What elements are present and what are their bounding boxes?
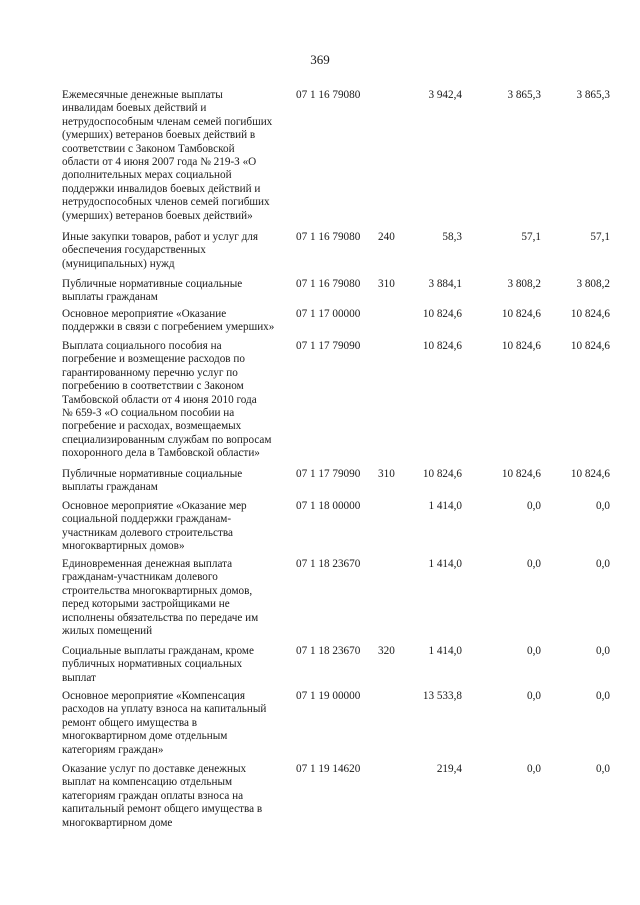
row-value-2: 57,1	[521, 231, 541, 243]
row-code: 07 1 17 00000	[296, 308, 361, 320]
row-value-1: 13 533,8	[422, 690, 462, 702]
row-code: 07 1 18 23670	[296, 558, 361, 570]
row-value-2: 10 824,6	[501, 308, 541, 320]
row-vr: 310	[378, 468, 395, 480]
row-value-3: 3 865,3	[576, 89, 610, 101]
row-name: Ежемесячные денежные выплаты инвалидам боевых действий и нетрудоспособным членам семей погибших (умерших) ветеранов боевых действий в соответствии с Законом Тамбовской области от 4 июня 2007 года № 219-З «О дополнительных мерах социальной поддержки инвалидов боевых действий и нетрудоспособных членов семей погибших (умерших) ветеранов боевых действий»	[62, 89, 273, 222]
row-vr: 320	[378, 645, 395, 657]
row-value-2: 10 824,6	[501, 468, 541, 480]
row-code: 07 1 19 00000	[296, 690, 361, 702]
row-vr: 310	[378, 278, 395, 290]
row-value-3: 10 824,6	[570, 468, 610, 480]
row-code: 07 1 18 00000	[296, 500, 361, 512]
row-name: Единовременная денежная выплата гражданам-участникам долевого строительства многоквартирных домов, перед которыми застройщиками не исполнены обязательства по передаче им жилых помещений	[62, 558, 259, 638]
row-name: Основное мероприятие «Оказание мер социальной поддержки гражданам- участникам долевого строительства многоквартирных домов»	[62, 500, 247, 553]
row-value-3: 3 808,2	[576, 278, 610, 290]
row-value-1: 10 824,6	[422, 340, 462, 352]
row-value-3: 57,1	[590, 231, 610, 243]
row-value-2: 0,0	[527, 500, 541, 512]
row-value-3: 0,0	[596, 763, 610, 775]
row-value-1: 219,4	[436, 763, 462, 775]
row-value-3: 0,0	[596, 645, 610, 657]
row-code: 07 1 19 14620	[296, 763, 361, 775]
row-value-1: 1 414,0	[428, 500, 462, 512]
row-value-1: 3 884,1	[428, 278, 462, 290]
row-value-2: 3 865,3	[507, 89, 541, 101]
page-number: 369	[310, 52, 330, 67]
row-value-1: 10 824,6	[422, 468, 462, 480]
row-name: Оказание услуг по доставке денежных выплат на компенсацию отдельным категориям граждан оплаты взноса на капитальный ремонт общего имущества в многоквартирном доме	[62, 763, 263, 829]
row-code: 07 1 16 79080	[296, 231, 361, 243]
row-vr: 240	[378, 231, 395, 243]
row-value-1: 10 824,6	[422, 308, 462, 320]
row-value-2: 3 808,2	[507, 278, 541, 290]
row-code: 07 1 17 79090	[296, 468, 361, 480]
row-value-3: 10 824,6	[570, 340, 610, 352]
row-name: Публичные нормативные социальные выплаты гражданам	[62, 468, 243, 494]
row-name: Иные закупки товаров, работ и услуг для обеспечения государственных (муниципальных) нужд	[62, 231, 259, 270]
row-name: Основное мероприятие «Оказание поддержки в связи с погребением умерших»	[62, 308, 275, 334]
row-value-3: 10 824,6	[570, 308, 610, 320]
row-value-3: 0,0	[596, 690, 610, 702]
row-value-1: 58,3	[442, 231, 462, 243]
row-value-2: 0,0	[527, 645, 541, 657]
row-name: Социальные выплаты гражданам, кроме публичных нормативных социальных выплат	[62, 645, 254, 684]
row-code: 07 1 17 79090	[296, 340, 361, 352]
row-value-2: 0,0	[527, 558, 541, 570]
row-value-3: 0,0	[596, 500, 610, 512]
row-value-3: 0,0	[596, 558, 610, 570]
row-name: Публичные нормативные социальные выплаты гражданам	[62, 278, 243, 304]
row-code: 07 1 16 79080	[296, 278, 361, 290]
row-value-2: 0,0	[527, 690, 541, 702]
row-code: 07 1 18 23670	[296, 645, 361, 657]
row-name: Выплата социального пособия на погребение и возмещение расходов по гарантированному перечню услуг по погребению в соответствии с Законом Тамбовской области от 4 июня 2010 года № 659-З «О социальном пособии на погребение и расходах, возмещаемых специализированным службам по вопросам похоронного дела в Тамбовской области»	[62, 340, 272, 460]
row-value-1: 1 414,0	[428, 558, 462, 570]
row-value-2: 0,0	[527, 763, 541, 775]
row-value-1: 3 942,4	[428, 89, 462, 101]
row-value-2: 10 824,6	[501, 340, 541, 352]
row-code: 07 1 16 79080	[296, 89, 361, 101]
row-name: Основное мероприятие «Компенсация расходов на уплату взноса на капитальный ремонт общего имущества в многоквартирном доме отдельным категориям граждан»	[62, 690, 267, 756]
row-value-1: 1 414,0	[428, 645, 462, 657]
